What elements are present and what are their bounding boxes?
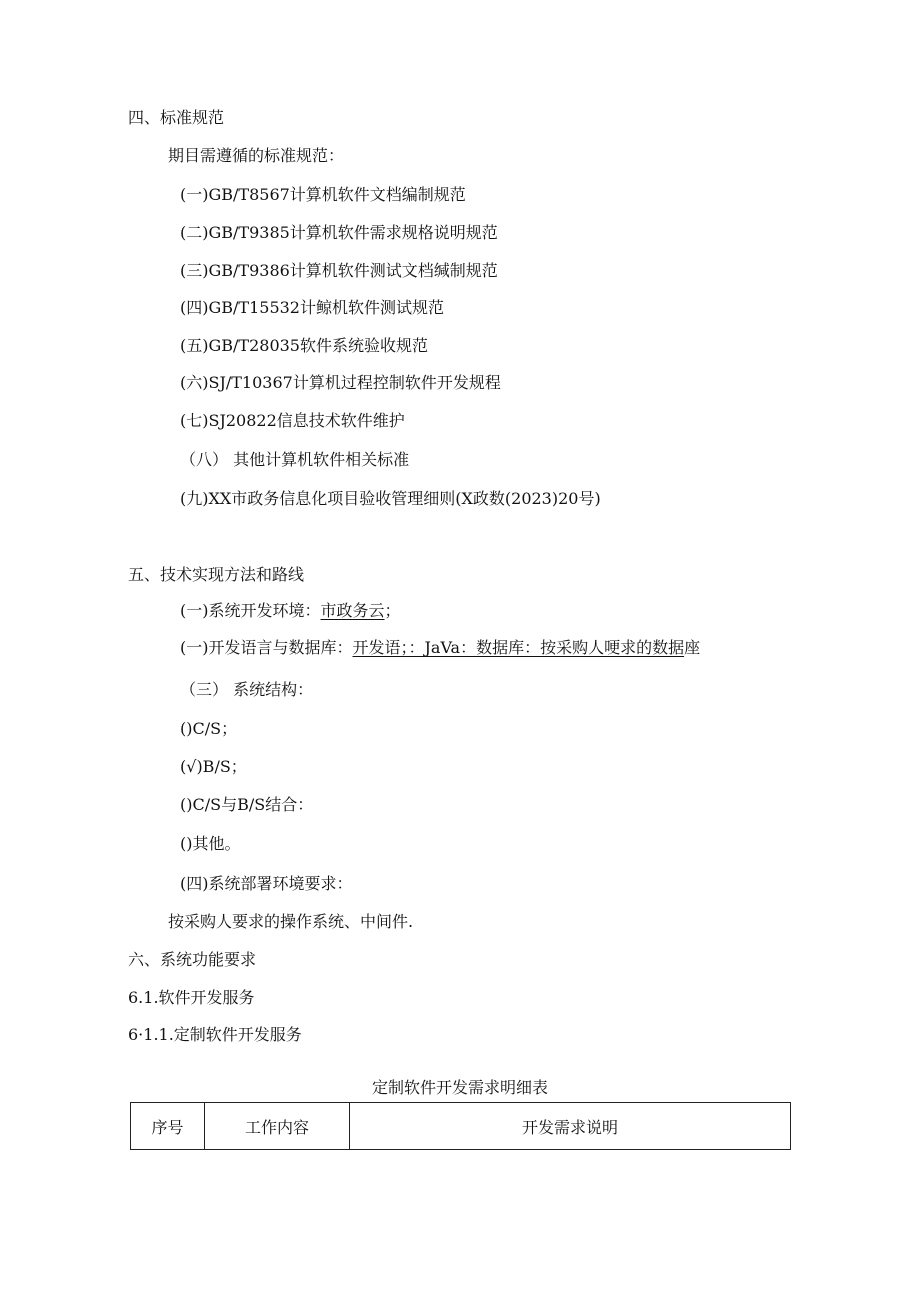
standard-item-8: （八） 其他计算机软件相关标准 [180,450,410,469]
standard-item-4: (四)GB/T15532计鲸机软件测试规范 [180,298,444,317]
requirements-table [130,1102,791,1150]
standard-item-9: (九)XX市政务信息化项目验收管理细则(X政数(2023)20号) [180,489,601,508]
structure-option-combined: ()C/S与B/S结合： [180,795,314,814]
dev-environment-line [180,601,401,621]
dev-environment-value: 市政务云 [320,601,385,620]
section-4-heading: 四、标准规范 [128,108,225,127]
structure-option-bs: (√)B/S； [180,757,247,776]
header-serial-number: 序号 [131,1103,205,1150]
standard-item-3: (三)GB/T9386计算机软件测试文档缄制规范 [180,261,498,280]
structure-option-other: ()其他。 [180,834,241,853]
deploy-environment-label: (四)系统部署环境要求： [180,874,353,893]
dev-language-line [180,638,700,658]
section-4-intro: 期目需遵循的标准规范： [168,146,345,165]
dev-language-label: (一)开发语言与数据库： [180,638,353,657]
subsection-6-1: 6.1.软件开发服务 [128,988,255,1007]
header-work-content: 工作内容 [205,1103,350,1150]
subsection-6-1-1: 6·1.1.定制软件开发服务 [128,1025,302,1044]
header-requirement-description: 开发需求说明 [350,1103,791,1150]
structure-option-cs: ()C/S； [180,719,238,738]
standard-item-1: (一)GB/T8567计算机软件文档编制规范 [180,185,466,204]
dev-environment-label: (一)系统开发环境： [180,601,321,620]
system-structure-label: （三） 系统结构： [180,680,314,699]
standard-item-2: (二)GB/T9385计算机软件需求规格说明规范 [180,223,498,242]
dev-language-value: 开发语；：JaVa：数据库：按采购人哽求的数据 [352,638,685,657]
dev-language-end: 座 [684,638,701,657]
standard-item-5: (五)GB/T28035软件系统验收规范 [180,336,428,355]
deploy-environment-text: 按采购人要求的操作系统、中间件. [168,912,414,931]
section-5-heading: 五、技术实现方法和路线 [128,565,305,584]
standard-item-6: (六)SJ/T10367计算机过程控制软件开发规程 [180,373,501,392]
table-header-row [131,1103,791,1150]
dev-environment-end: ； [384,601,401,620]
section-6-heading: 六、系统功能要求 [128,950,257,969]
standard-item-7: (七)SJ20822信息技术软件维护 [180,411,405,430]
table-caption: 定制软件开发需求明细表 [371,1078,548,1097]
